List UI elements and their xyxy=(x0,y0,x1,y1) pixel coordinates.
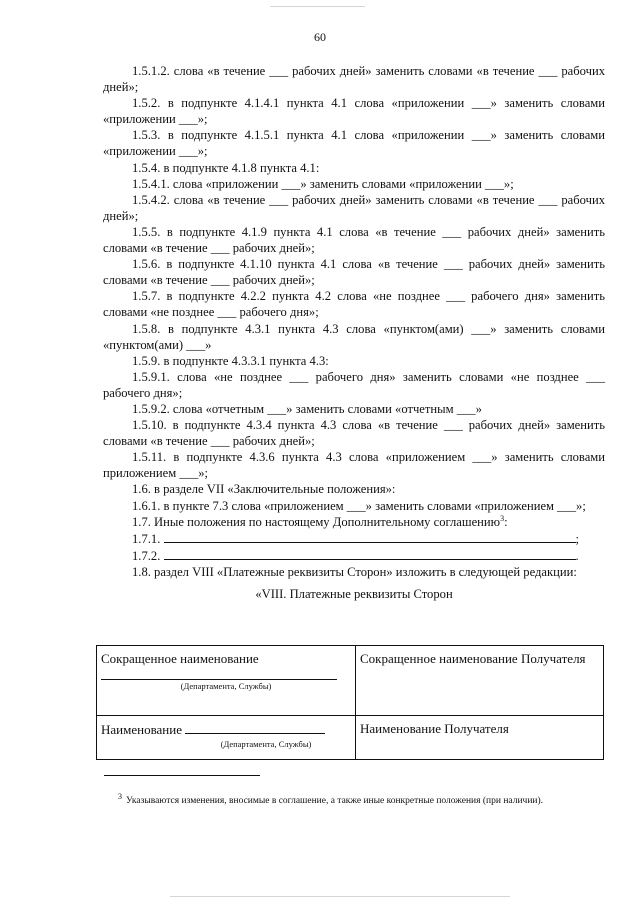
footnote xyxy=(104,791,606,807)
section-heading: «VIII. Платежные реквизиты Сторон xyxy=(255,587,453,601)
paragraph: 1.5.8. в подпункте 4.3.1 пункта 4.3 слова «пунктом(ами) ___» заменить словами «пунктом(ами) ___» xyxy=(103,321,605,352)
fill-in-line xyxy=(164,547,576,560)
paragraph: 1.5.4.1. слова «приложении ___» заменить словами «приложении ___»; xyxy=(132,176,514,191)
paragraph: 1.5.5. в подпункте 4.1.9 пункта 4.1 слова «в течение ___ рабочих дней» заменить словами «в течение ___ рабочих дней»; xyxy=(103,224,605,256)
line-item-end: ; xyxy=(575,531,579,546)
footnote-number: 3 xyxy=(118,791,122,801)
paragraph: 1.8. раздел VIII «Платежные реквизиты Сторон» изложить в следующей редакции: xyxy=(132,564,577,579)
cell-label: Наименование Получателя xyxy=(360,721,509,736)
fill-in-line xyxy=(101,667,337,680)
footnote-text: Указываются изменения, вносимые в соглашение, а также иные конкретные положения (при наличии). xyxy=(126,796,544,806)
cell-label: Наименование xyxy=(101,722,182,737)
paragraph: 1.5.9.1. слова «не позднее ___ рабочего дня» заменить словами «не позднее ___ рабочего дня»; xyxy=(103,369,605,400)
paragraph: 1.5.10. в подпункте 4.3.4 пункта 4.3 слова «в течение ___ рабочих дней» заменить словами «в течение ___ рабочих дней»; xyxy=(103,418,605,449)
page-number: 60 xyxy=(314,30,326,44)
table-cell xyxy=(356,646,604,716)
fill-line-item xyxy=(103,530,605,547)
table-cell xyxy=(97,646,356,716)
paragraph-text: 1.7. Иные положения по настоящему Дополнительному соглашению xyxy=(132,514,501,529)
table-cell xyxy=(97,716,356,760)
cell-label: Сокращенное наименование Получателя xyxy=(360,651,586,666)
paragraph-other-provisions xyxy=(103,514,605,530)
paragraph: 1.5.9.2. слова «отчетным ___» заменить словами «отчетным ___» xyxy=(132,401,482,416)
footnote-divider xyxy=(104,775,260,776)
paragraph: 1.5.9. в подпункте 4.3.3.1 пункта 4.3: xyxy=(132,353,329,368)
line-item-end: . xyxy=(575,548,579,563)
fill-line-item xyxy=(103,547,605,564)
paragraph: 1.5.6. в подпункте 4.1.10 пункта 4.1 слова «в течение ___ рабочих дней» заменить словами «в течение ___ рабочих дней»; xyxy=(103,257,605,288)
paragraph: 1.5.7. в подпункте 4.2.2 пункта 4.2 слова «не позднее ___ рабочего дня» заменить словами «не позднее ___ рабочего дня»; xyxy=(103,289,605,320)
fill-in-line xyxy=(185,721,325,734)
paragraph-end: : xyxy=(504,514,508,529)
table-row xyxy=(97,646,604,716)
fill-in-line xyxy=(164,530,576,543)
cell-label: Сокращенное наименование xyxy=(101,651,259,666)
line-item-label: 1.7.1. xyxy=(132,531,161,546)
table-row xyxy=(97,716,604,760)
payment-details-table xyxy=(96,645,604,760)
paragraph: 1.6. в разделе VII «Заключительные положения»: xyxy=(132,482,396,497)
line-item-label: 1.7.2. xyxy=(132,548,161,563)
field-caption: (Департамента, Службы) xyxy=(220,739,312,749)
scan-artifact-top xyxy=(270,6,365,7)
paragraph: 1.5.4. в подпункте 4.1.8 пункта 4.1: xyxy=(132,160,320,175)
paragraph: 1.5.4.2. слова «в течение ___ рабочих дней» заменить словами «в течение ___ рабочих дней»; xyxy=(103,192,605,223)
paragraph: 1.5.3. в подпункте 4.1.5.1 пункта 4.1 слова «приложении ___» заменить словами «приложении ___»; xyxy=(103,128,605,159)
paragraph: 1.5.11. в подпункте 4.3.6 пункта 4.3 слова «приложением ___» заменить словами приложением ___»; xyxy=(103,450,605,481)
footnote-reference: 3 xyxy=(500,513,505,523)
document-body xyxy=(103,63,605,602)
paragraph: 1.5.1.2. слова «в течение ___ рабочих дней» заменить словами «в течение ___ рабочих дней»; xyxy=(103,64,605,95)
table-cell xyxy=(356,716,604,760)
paragraph: 1.6.1. в пункте 7.3 слова «приложением ___» заменить словами «приложением ___»; xyxy=(132,498,586,513)
paragraph: 1.5.2. в подпункте 4.1.4.1 пункта 4.1 слова «приложении ___» заменить словами «приложении ___»; xyxy=(103,96,605,127)
scan-artifact-bottom xyxy=(170,896,510,897)
field-caption: (Департамента, Службы) xyxy=(180,681,272,691)
